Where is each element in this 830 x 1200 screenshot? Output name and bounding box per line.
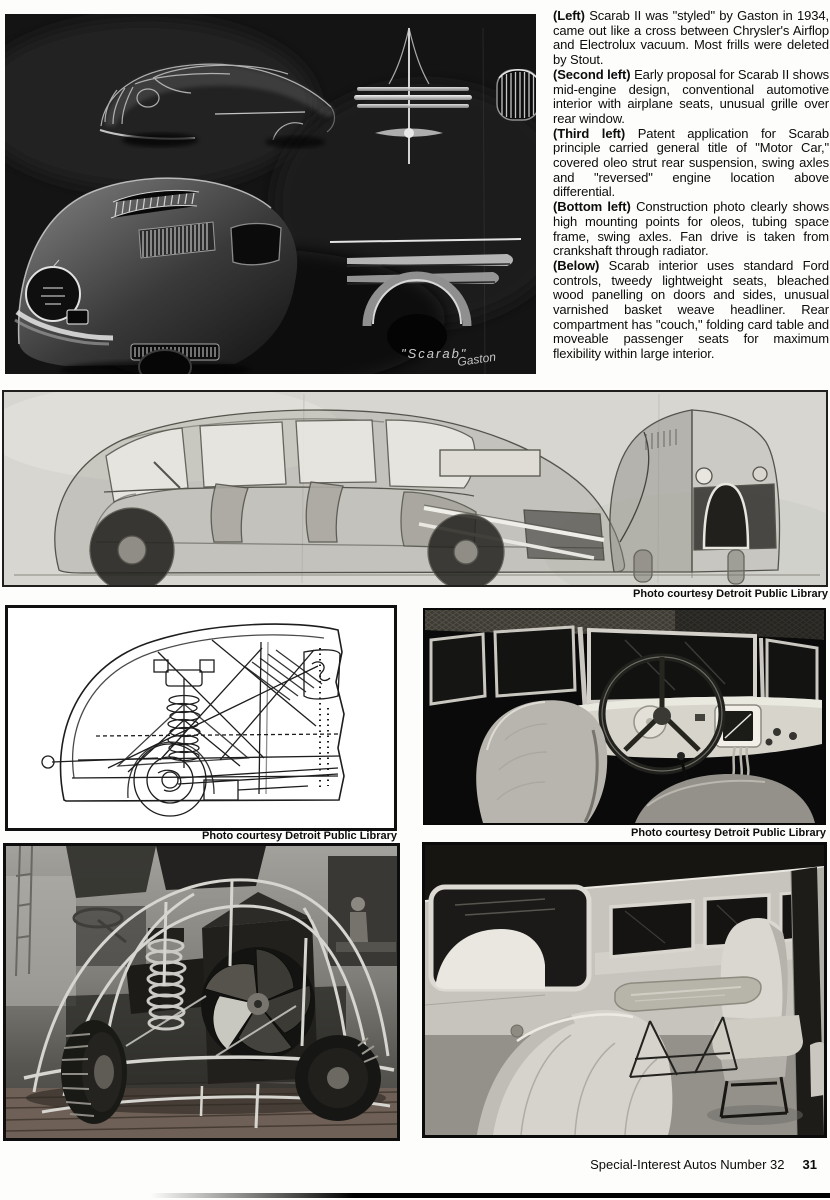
caption-paragraph [553, 9, 829, 68]
caption-paragraph [553, 259, 829, 362]
caption-body: Patent application for Scarab principle carried general title of "Motor Car," covered oleo strut rear suspension, swing axles and "reversed" engine location above differential. [553, 125, 829, 200]
caption-lead: (Below) [553, 257, 600, 273]
dashboard-interior-photo [423, 608, 826, 825]
photo-credit-dashboard: Photo courtesy Detroit Public Library [631, 827, 826, 839]
page-edge-bar [150, 1193, 830, 1198]
caption-lead: (Third left) [553, 125, 626, 141]
photo-credit-patent: Photo courtesy Detroit Public Library [202, 830, 397, 842]
rear-window [611, 901, 693, 957]
front-tire [61, 1020, 127, 1124]
artwork-title: "Scarab" [401, 346, 468, 361]
caption-paragraph [553, 68, 829, 127]
door-handle [511, 1025, 523, 1037]
rear-tire [295, 1035, 381, 1121]
caption-body: Scarab interior uses standard Ford controls, tweedy lightweight seats, bleached wood panelling on doors and sides, unusual varnished basket weave headliner. Rear compartment has "couch," folding card table and moveable passenger seats for maximum flexibility within large interior. [553, 257, 829, 362]
caption-text-column [553, 9, 829, 362]
caption-lead: (Second left) [553, 66, 631, 82]
artwork-signature: Gaston [456, 349, 497, 369]
cutaway-drawing-photo [2, 390, 828, 587]
photo-credit-cutaway: Photo courtesy Detroit Public Library [633, 588, 828, 600]
side-window [431, 634, 485, 704]
caption-body: Early proposal for Scarab II shows mid-engine design, conventional automotive interior with airplane seats, unusual grille over rear window. [553, 66, 830, 126]
caption-lead: (Bottom left) [553, 199, 631, 215]
side-window [495, 627, 575, 696]
footer [590, 1157, 817, 1172]
windshield [589, 630, 755, 702]
caption-lead: (Left) [553, 8, 585, 23]
page-number: 31 [802, 1157, 817, 1172]
left-side-window [431, 887, 589, 989]
art-slatted-lamp-detail [497, 70, 536, 120]
scarab-rendering-artwork [5, 14, 536, 374]
caption-paragraph [553, 127, 829, 201]
caption-body: Scarab II was "styled" by Gaston in 1934, came out like a cross between Chrysler's Airflop and Electrolux vacuum. Most frills were deleted by Stout. [553, 8, 829, 68]
caption-paragraph [553, 200, 829, 259]
caption-body: Construction photo clearly shows high mounting points for oleos, tubing space frame, swing axles. Fan drive is taken from crankshaft through radiator. [553, 199, 829, 259]
rear-interior-photo [422, 842, 827, 1138]
construction-photo [3, 843, 400, 1141]
magazine-title: Special-Interest Autos Number 32 [590, 1157, 785, 1172]
patent-chassis-drawing [5, 605, 397, 831]
